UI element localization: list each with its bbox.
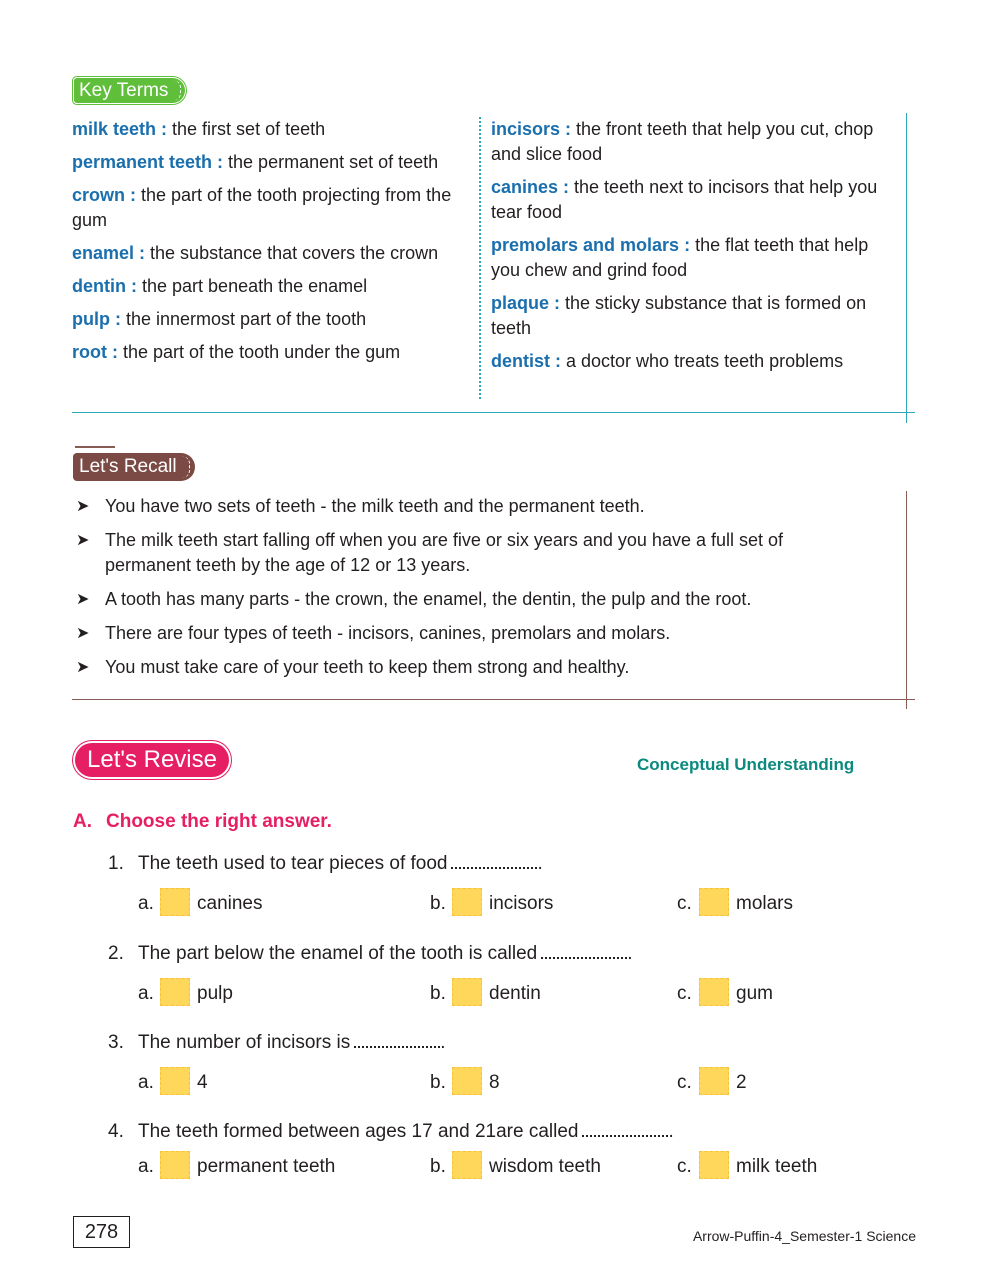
option-letter: b. [430,1072,446,1093]
key-term-definition: the permanent set of teeth [223,152,439,172]
key-term-entry [491,117,893,167]
question-line [108,941,908,966]
option-text: 2 [736,1072,747,1093]
conceptual-understanding-tag: Conceptual Understanding [637,755,855,774]
recall-frame-right [906,491,907,709]
key-term-entry [491,291,893,341]
recall-item-text: You must take care of your teeth to keep them strong and healthy. [105,657,630,677]
section-letter: A. [73,811,92,832]
option-text: gum [736,983,773,1004]
arrow-bullet-icon: ➤ [76,659,90,676]
arrow-bullet-icon: ➤ [76,591,90,608]
option-letter: c. [677,983,692,1004]
key-terms-column-divider [479,117,481,399]
key-term-entry [72,241,472,266]
page-number: 278 [73,1216,130,1248]
option[interactable] [138,889,263,919]
option[interactable] [138,1068,208,1098]
question-text: The number of incisors is [138,1032,351,1053]
key-term-entry [72,183,472,233]
answer-blank[interactable] [451,855,537,869]
question [108,851,908,919]
key-term-definition: the innermost part of the tooth [120,309,367,329]
recall-frame-bottom [72,699,915,700]
option[interactable] [677,979,773,1009]
key-term: premolars and molars : [491,235,691,255]
recall-item-text: There are four types of teeth - incisors, canines, premolars and molars. [105,623,671,643]
key-term: dentist : [491,351,561,371]
option-letter: a. [138,1072,154,1093]
question-number: 4. [108,1121,124,1142]
option[interactable] [677,1152,817,1182]
arrow-bullet-icon: ➤ [76,625,90,642]
option[interactable] [430,1068,500,1098]
option-text: 4 [197,1072,208,1093]
answer-checkbox[interactable] [160,888,190,916]
option[interactable] [430,1152,601,1182]
key-terms-badge: Key Terms [73,77,186,104]
key-term-definition: the part of the tooth under the gum [117,342,401,362]
key-term-definition: the substance that covers the crown [145,243,439,263]
lets-recall-badge: Let's Recall [73,453,195,481]
question-end: . [627,943,633,964]
key-term-definition: the sticky substance that is formed on teeth [491,293,867,338]
option-letter: a. [138,893,154,914]
question-line [108,1119,908,1144]
key-term-entry [72,117,472,142]
key-term-entry [491,175,893,225]
key-term: milk teeth : [72,119,168,139]
option-letter: b. [430,983,446,1004]
question-end: . [440,1032,446,1053]
question [108,941,908,1009]
key-term: enamel : [72,243,146,263]
key-term-definition: the flat teeth that help you chew and grind food [491,235,869,280]
option-letter: b. [430,893,446,914]
key-term-definition: the part beneath the enamel [137,276,368,296]
option[interactable] [430,979,541,1009]
section-heading [73,811,332,833]
option-text: pulp [197,983,233,1004]
option-text: 8 [489,1072,500,1093]
key-term-definition: the teeth next to incisors that help you tear food [491,177,878,222]
question-number: 3. [108,1032,124,1053]
answer-checkbox[interactable] [699,978,729,1006]
answer-checkbox[interactable] [452,978,482,1006]
option-letter: c. [677,1072,692,1093]
key-term-entry [491,349,893,374]
lets-revise-badge: Let's Revise [73,741,231,779]
option-text: permanent teeth [197,1156,336,1177]
recall-item [76,494,866,519]
question-end: . [668,1121,674,1142]
option-letter: b. [430,1156,446,1177]
question-end: . [537,853,543,874]
recall-item [76,528,866,578]
answer-checkbox[interactable] [699,888,729,916]
key-term: canines : [491,177,570,197]
recall-item-text: A tooth has many parts - the crown, the enamel, the dentin, the pulp and the root. [105,589,752,609]
option[interactable] [430,889,553,919]
question-line [108,851,908,876]
question-text: The teeth used to tear pieces of food [138,853,448,874]
question-text: The teeth formed between ages 17 and 21are called [138,1121,579,1142]
answer-blank[interactable] [582,1123,668,1137]
recall-accent-line [75,446,115,448]
key-terms-right-column [491,117,893,382]
recall-item-text: The milk teeth start falling off when you are five or six years and you have a full set of permanent teeth by the age of 12 or 13 years. [105,530,784,575]
recall-item-text: You have two sets of teeth - the milk teeth and the permanent teeth. [105,496,645,516]
answer-checkbox[interactable] [452,1151,482,1179]
options-row [108,889,908,919]
option-letter: c. [677,893,692,914]
option[interactable] [677,1068,747,1098]
option[interactable] [138,979,233,1009]
answer-checkbox[interactable] [452,888,482,916]
key-term: root : [72,342,118,362]
option-text: milk teeth [736,1156,818,1177]
answer-checkbox[interactable] [699,1067,729,1095]
options-row [108,979,908,1009]
option[interactable] [138,1152,335,1182]
key-terms-frame-right [906,113,907,423]
option[interactable] [677,889,793,919]
answer-checkbox[interactable] [699,1151,729,1179]
recall-list [76,494,866,689]
recall-item [76,621,866,646]
options-row [108,1152,908,1182]
key-term-definition: the front teeth that help you cut, chop and slice food [491,119,874,164]
question [108,1119,908,1182]
option-text: dentin [489,983,541,1004]
key-term: incisors : [491,119,572,139]
question-number: 1. [108,853,124,874]
option-letter: a. [138,983,154,1004]
arrow-bullet-icon: ➤ [76,498,90,515]
key-term-definition: the first set of teeth [167,119,326,139]
book-title: Arrow-Puffin-4_Semester-1 Science [692,1228,916,1244]
arrow-bullet-icon: ➤ [76,532,90,549]
key-terms-left-column [72,117,472,373]
question [108,1030,908,1098]
option-text: wisdom teeth [489,1156,601,1177]
option-text: canines [197,893,263,914]
key-term-definition: a doctor who treats teeth problems [561,351,844,371]
answer-checkbox[interactable] [160,1067,190,1095]
options-row [108,1068,908,1098]
recall-item [76,655,866,680]
key-term-entry [72,150,472,175]
key-term-entry [72,307,472,332]
key-term-definition: the part of the tooth projecting from the gum [72,185,452,230]
key-term: crown : [72,185,137,205]
question-line [108,1030,908,1055]
key-term: plaque : [491,293,561,313]
key-term: pulp : [72,309,121,329]
answer-checkbox[interactable] [160,1151,190,1179]
answer-checkbox[interactable] [160,978,190,1006]
option-letter: c. [677,1156,692,1177]
option-text: incisors [489,893,554,914]
answer-checkbox[interactable] [452,1067,482,1095]
section-title: Choose the right answer. [106,811,332,832]
key-term-entry [491,233,893,283]
key-term-entry [72,274,472,299]
question-text: The part below the enamel of the tooth is called [138,943,538,964]
key-terms-frame-bottom [72,412,915,413]
key-term: permanent teeth : [72,152,224,172]
key-term-entry [72,340,472,365]
answer-blank[interactable] [541,945,627,959]
key-term: dentin : [72,276,137,296]
question-number: 2. [108,943,124,964]
answer-blank[interactable] [354,1034,440,1048]
option-letter: a. [138,1156,154,1177]
recall-item [76,587,866,612]
option-text: molars [736,893,794,914]
